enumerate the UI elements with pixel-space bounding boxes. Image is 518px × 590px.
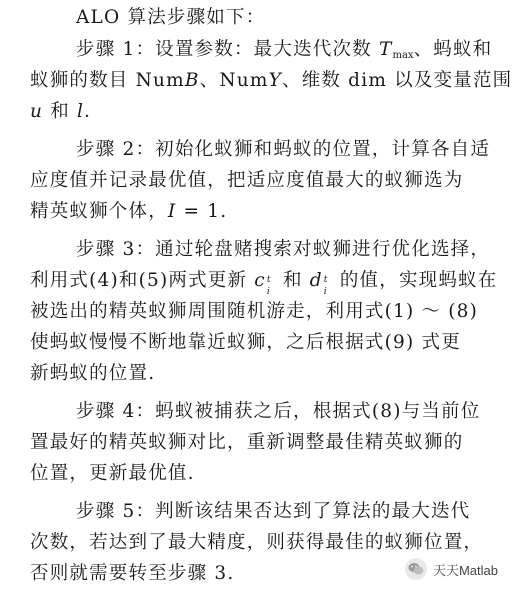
text-span: 的值，实现蚂蚁在: [332, 270, 498, 291]
intro-line: [76, 6, 265, 30]
math-var: T: [378, 39, 393, 60]
text-span: = 1.: [176, 201, 228, 222]
text-span: 步骤 1：设置参数：最大迭代次数: [76, 39, 379, 60]
text-span: 新蚂蚁的位置.: [30, 363, 156, 384]
math-subscript: i: [323, 287, 328, 297]
step5-line3: [30, 562, 234, 586]
text-span: 和: [275, 270, 310, 291]
step1-line3: [30, 100, 104, 124]
text-span: ．: [84, 101, 104, 122]
math-superscript: t: [323, 275, 329, 285]
text-span: 被选出的精英蚁狮周围随机游走，利用式(1) ～ (8): [30, 301, 479, 322]
text-span: 否则就需要转至步骤 3.: [30, 563, 235, 584]
text-span: 和: [43, 101, 77, 122]
math-subsup: [266, 275, 276, 297]
step5-line1: [76, 500, 470, 524]
text-span: 精英蚁狮个体，: [30, 201, 168, 222]
text-span: 应度值并记录最优值，把适应度值最大的蚁狮选为: [30, 170, 464, 191]
step1-line2: [30, 69, 512, 93]
text-span: 利用式(4)和(5)两式更新: [30, 270, 255, 291]
step3-line1: [76, 238, 490, 262]
text-span: 蚁狮的数目 Num: [30, 70, 185, 91]
wechat-icon: [405, 558, 427, 580]
step3-line5: [30, 362, 155, 386]
math-var: l: [77, 101, 85, 122]
text-span: 步骤 5：判断该结果否达到了算法的最大迭代: [76, 501, 471, 522]
text-span: 步骤 4：蚂蚁被捕获之后，根据式(8)与当前位: [76, 401, 481, 422]
math-superscript: t: [266, 275, 272, 285]
text-span: 使蚂蚁慢慢不断地靠近蚁狮，之后根据式(9) 式更: [30, 332, 461, 353]
math-var: c: [254, 270, 266, 291]
step3-line2: [30, 269, 498, 297]
math-var: B: [184, 70, 200, 91]
step3-line3: [30, 300, 478, 324]
text-span: 、维数 dim 以及变量范围: [282, 70, 513, 91]
math-var: I: [167, 201, 177, 222]
watermark: [405, 558, 498, 580]
text-span: 置最好的精英蚁狮对比，重新调整最佳精英蚁狮的: [30, 432, 464, 453]
text-span: 、蚂蚁和: [413, 39, 493, 60]
intro-text: ALO 算法步骤如下：: [76, 7, 266, 28]
math-var: u: [30, 101, 44, 122]
math-subscript: i: [266, 287, 271, 297]
step1-line1: [76, 38, 492, 68]
step5-line2: [30, 531, 483, 555]
step2-line2: [30, 169, 463, 193]
math-var: d: [309, 270, 323, 291]
text-span: 步骤 3：通过轮盘赌搜索对蚁狮进行优化选择，: [76, 239, 491, 260]
math-var: Y: [268, 70, 282, 91]
text-span: 次数，若达到了最大精度，则获得最佳的蚁狮位置，: [30, 532, 484, 553]
step4-line3: [30, 462, 195, 486]
step2-line1: [76, 138, 490, 162]
text-span: 、Num: [199, 70, 269, 91]
watermark-text: 天天Matlab: [432, 562, 498, 578]
step4-line2: [30, 431, 463, 455]
math-subscript: max: [392, 50, 414, 61]
math-subsup: [323, 275, 333, 297]
step2-line3: [30, 200, 227, 224]
text-span: 位置，更新最优值.: [30, 463, 195, 484]
step4-line1: [76, 400, 480, 424]
step3-line4: [30, 331, 461, 355]
text-span: 步骤 2：初始化蚁狮和蚂蚁的位置，计算各自适: [76, 139, 491, 160]
